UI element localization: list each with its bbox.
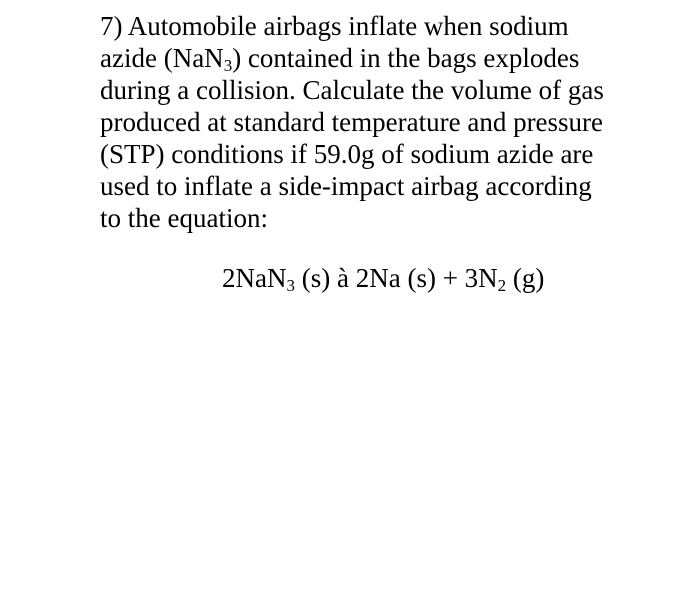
- problem-line-2-start: azide (NaN: [100, 43, 224, 73]
- reactant-state: (s): [294, 263, 337, 293]
- product-subscript: 2: [497, 276, 507, 295]
- problem-line-3: during a collision. Calculate the volume of gas: [100, 75, 604, 105]
- reaction-arrow: à: [336, 263, 349, 293]
- equation-products: 2Na (s) + 3N: [348, 263, 498, 293]
- problem-text: [100, 10, 680, 234]
- problem-line-1-text: Automobile airbags inflate when sodium: [127, 11, 569, 41]
- problem-number: 7): [100, 11, 123, 41]
- problem-line-2-end: ) contained in the bags explodes: [232, 43, 580, 73]
- problem-line-1: [100, 10, 680, 42]
- problem-line-4: produced at standard temperature and pressure: [100, 107, 604, 137]
- problem-line-7: to the equation:: [100, 203, 268, 233]
- equation-reactant: 2NaN: [222, 263, 287, 293]
- problem-line-2: [100, 42, 680, 74]
- product-state: (g): [506, 263, 545, 293]
- problem-line-5: (STP) conditions if 59.0g of sodium azide are: [100, 139, 594, 169]
- formula-subscript: 3: [223, 56, 233, 75]
- reactant-subscript: 3: [286, 276, 295, 295]
- problem-line-6: used to inflate a side-impact airbag according: [100, 171, 592, 201]
- chemical-equation: [222, 262, 544, 294]
